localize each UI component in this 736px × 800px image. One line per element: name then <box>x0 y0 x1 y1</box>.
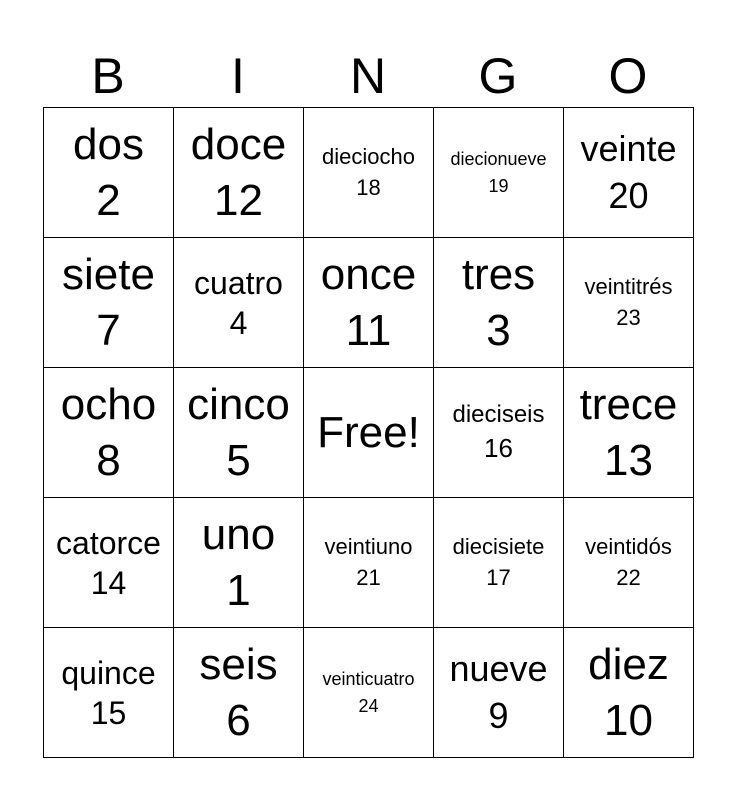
cell-word: diez <box>588 639 669 689</box>
cell-number: 17 <box>486 564 511 590</box>
cell-word: nueve <box>449 647 548 689</box>
cell-word: veinte <box>580 127 677 169</box>
cell-number: 23 <box>616 304 641 330</box>
cell-word: uno <box>201 509 276 559</box>
cell-number: 24 <box>358 695 379 716</box>
cell-word: diecisiete <box>452 533 545 559</box>
cell-word: dos <box>73 119 144 169</box>
bingo-cell-r4-c1[interactable] <box>174 628 304 758</box>
cell-number: 15 <box>90 694 127 731</box>
cell-word: catorce <box>56 524 161 561</box>
cell-word: cinco <box>187 379 290 429</box>
cell-number: 5 <box>226 435 251 485</box>
cell-number: 4 <box>229 304 248 341</box>
free-space-label: Free! <box>317 407 420 457</box>
cell-word: tres <box>461 249 536 299</box>
cell-word: veinticuatro <box>322 668 415 689</box>
header-letter-o: O <box>608 48 648 104</box>
bingo-cell-r0-c3[interactable] <box>434 108 564 238</box>
cell-number: 10 <box>604 695 653 745</box>
cell-number: 20 <box>608 174 649 216</box>
bingo-cell-r1-c0[interactable] <box>44 238 174 368</box>
bingo-cell-r1-c1[interactable] <box>174 238 304 368</box>
cell-number: 13 <box>604 435 653 485</box>
bingo-board <box>43 107 694 758</box>
cell-word: veintidós <box>585 533 672 559</box>
cell-word: seis <box>199 639 278 689</box>
cell-number: 19 <box>488 175 509 196</box>
cell-word: diecionueve <box>450 148 547 169</box>
bingo-cell-r4-c3[interactable] <box>434 628 564 758</box>
cell-word: cuatro <box>194 264 283 301</box>
cell-word: dieciocho <box>322 143 415 169</box>
header-letter-g: G <box>478 48 518 104</box>
bingo-cell-r3-c0[interactable] <box>44 498 174 628</box>
bingo-cell-r4-c2[interactable] <box>304 628 434 758</box>
header-letter-i: I <box>231 48 245 104</box>
cell-word: siete <box>62 249 155 299</box>
cell-number: 11 <box>345 305 392 355</box>
cell-word: once <box>320 249 417 299</box>
bingo-cell-r3-c3[interactable] <box>434 498 564 628</box>
bingo-cell-free[interactable] <box>304 368 434 498</box>
cell-word: quince <box>61 654 156 691</box>
cell-word: trece <box>579 379 678 429</box>
cell-number: 1 <box>226 565 251 615</box>
cell-number: 7 <box>96 305 121 355</box>
bingo-cell-r1-c4[interactable] <box>564 238 694 368</box>
bingo-cell-r0-c2[interactable] <box>304 108 434 238</box>
cell-number: 16 <box>484 433 513 464</box>
bingo-cell-r0-c0[interactable] <box>44 108 174 238</box>
cell-number: 12 <box>214 175 263 225</box>
cell-number: 6 <box>226 695 251 745</box>
bingo-cell-r3-c2[interactable] <box>304 498 434 628</box>
cell-word: veintitrés <box>584 273 673 299</box>
bingo-cell-r2-c0[interactable] <box>44 368 174 498</box>
cell-number: 2 <box>96 175 121 225</box>
header-letter-n: N <box>349 48 387 104</box>
bingo-cell-r1-c3[interactable] <box>434 238 564 368</box>
bingo-cell-r1-c2[interactable] <box>304 238 434 368</box>
cell-number: 21 <box>356 564 381 590</box>
bingo-header <box>43 48 693 104</box>
bingo-cell-r0-c4[interactable] <box>564 108 694 238</box>
cell-word: ocho <box>60 379 157 429</box>
header-letter-b: B <box>91 48 125 104</box>
cell-word: doce <box>190 119 287 169</box>
bingo-cell-r0-c1[interactable] <box>174 108 304 238</box>
cell-number: 22 <box>616 564 641 590</box>
cell-word: dieciseis <box>452 400 545 428</box>
bingo-cell-r2-c3[interactable] <box>434 368 564 498</box>
cell-number: 9 <box>488 694 509 736</box>
bingo-cell-r4-c4[interactable] <box>564 628 694 758</box>
bingo-cell-r3-c4[interactable] <box>564 498 694 628</box>
cell-word: veintiuno <box>324 533 413 559</box>
cell-number: 14 <box>90 564 127 601</box>
cell-number: 8 <box>96 435 121 485</box>
cell-number: 3 <box>486 305 511 355</box>
cell-number: 18 <box>356 174 381 200</box>
bingo-cell-r2-c1[interactable] <box>174 368 304 498</box>
bingo-cell-r3-c1[interactable] <box>174 498 304 628</box>
bingo-cell-r2-c4[interactable] <box>564 368 694 498</box>
bingo-cell-r4-c0[interactable] <box>44 628 174 758</box>
